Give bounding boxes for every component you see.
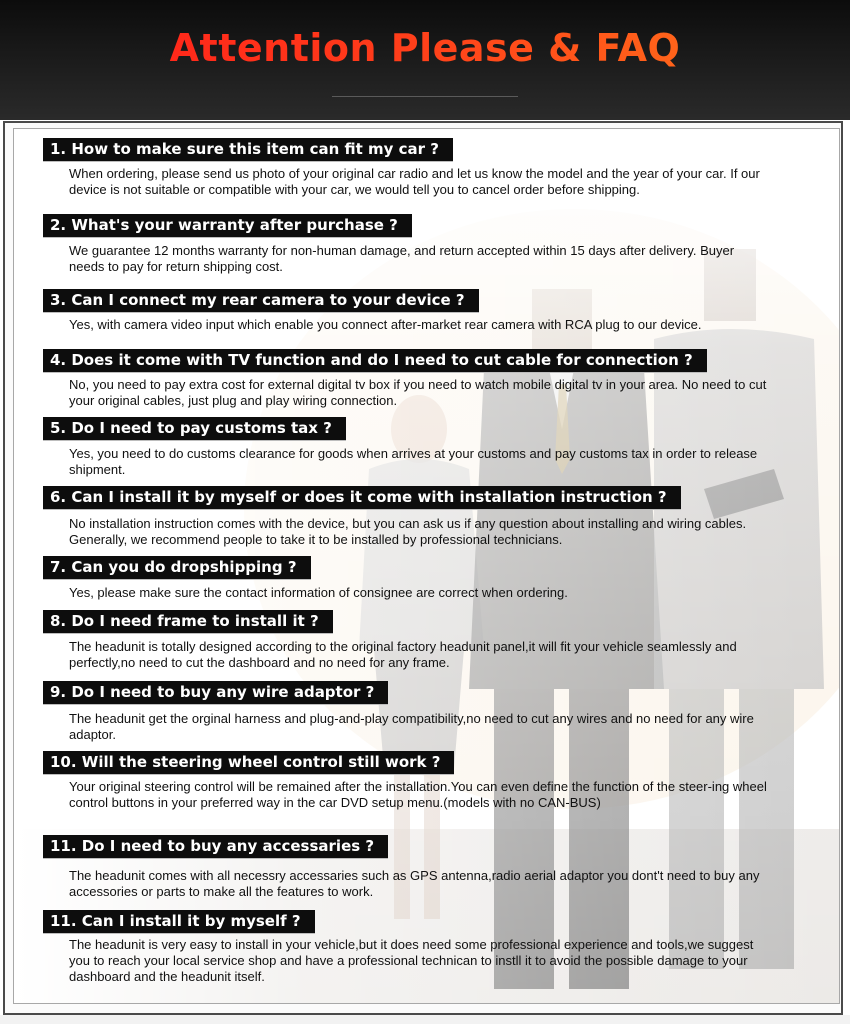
faq-question-9: 9. Do I need to buy any wire adaptor ? — [43, 681, 388, 705]
faq-question-4: 4. Does it come with TV function and do I need to cut cable for connection ? — [43, 349, 707, 373]
faq-question-12: 11. Can I install it by myself ? — [43, 910, 315, 934]
faq-question-2: 2. What's your warranty after purchase ? — [43, 214, 412, 238]
faq-question-3: 3. Can I connect my rear camera to your device ? — [43, 289, 479, 313]
faq-answer-4: No, you need to pay extra cost for external digital tv box if you need to watch mobile digital tv in your area. No need to cut your original cables, just plug and play wiring connection. — [69, 377, 767, 408]
faq-answer-3: Yes, with camera video input which enable you connect after-market rear camera with RCA plug to our device. — [69, 317, 702, 332]
faq-answer-12: The headunit is very easy to install in your vehicle,but it does need some professional experience and tools,we suggest you to reach your local service shop and have a professional technican to instll it to avoid the possible damage to your dashboard and the headunit itself. — [69, 937, 754, 984]
faq-answer-11: The headunit comes with all necessry accessaries such as GPS antenna,radio aerial adaptor you dont't need to buy any accessories or parts to make all the features to work. — [69, 868, 760, 899]
faq-question-1: 1. How to make sure this item can fit my car ? — [43, 138, 453, 162]
bottom-strip — [0, 1015, 850, 1024]
faq-answer-8: The headunit is totally designed according to the original factory headunit panel,it will fit your vehicle seamlessly and perfectly,no need to cut the dashboard and no need for any frame. — [69, 639, 737, 670]
faq-question-11: 11. Do I need to buy any accessaries ? — [43, 835, 388, 859]
faq-question-10: 10. Will the steering wheel control still work ? — [43, 751, 454, 775]
faq-question-7: 7. Can you do dropshipping ? — [43, 556, 311, 580]
header-banner — [0, 0, 850, 120]
faq-answer-2: We guarantee 12 months warranty for non-human damage, and return accepted within 15 days after delivery. Buyer needs to pay for return shipping cost. — [69, 243, 735, 274]
header-divider — [332, 96, 518, 97]
faq-question-8: 8. Do I need frame to install it ? — [43, 610, 333, 634]
faq-question-6: 6. Can I install it by myself or does it come with installation instruction ? — [43, 486, 681, 510]
faq-answer-10: Your original steering control will be remained after the installation.You can even define the function of the steer-ing wheel control buttons in your preferred way in the car DVD setup menu.(models with no CAN-BUS) — [69, 779, 767, 810]
faq-question-5: 5. Do I need to pay customs tax ? — [43, 417, 346, 441]
faq-answer-5: Yes, you need to do customs clearance for goods when arrives at your customs and pay customs tax in order to release shipment. — [69, 446, 758, 477]
faq-panel — [13, 128, 840, 1004]
faq-answer-1: When ordering, please send us photo of your original car radio and let us know the model and the year of your car. If our device is not suitable or compatible with your car, we would tell you to cancel order before shipping. — [69, 166, 760, 197]
faq-answer-7: Yes, please make sure the contact information of consignee are correct when ordering. — [69, 585, 568, 600]
page-title: Attention Please & FAQ — [0, 26, 850, 70]
faq-answer-6: No installation instruction comes with the device, but you can ask us if any question about installing and wiring cables. Generally, we recommend people to take it to be installed by professional technicians. — [69, 516, 747, 547]
faq-answer-9: The headunit get the orginal harness and plug-and-play compatibility,no need to cut any wires and no need for any wire adaptor. — [69, 711, 754, 742]
